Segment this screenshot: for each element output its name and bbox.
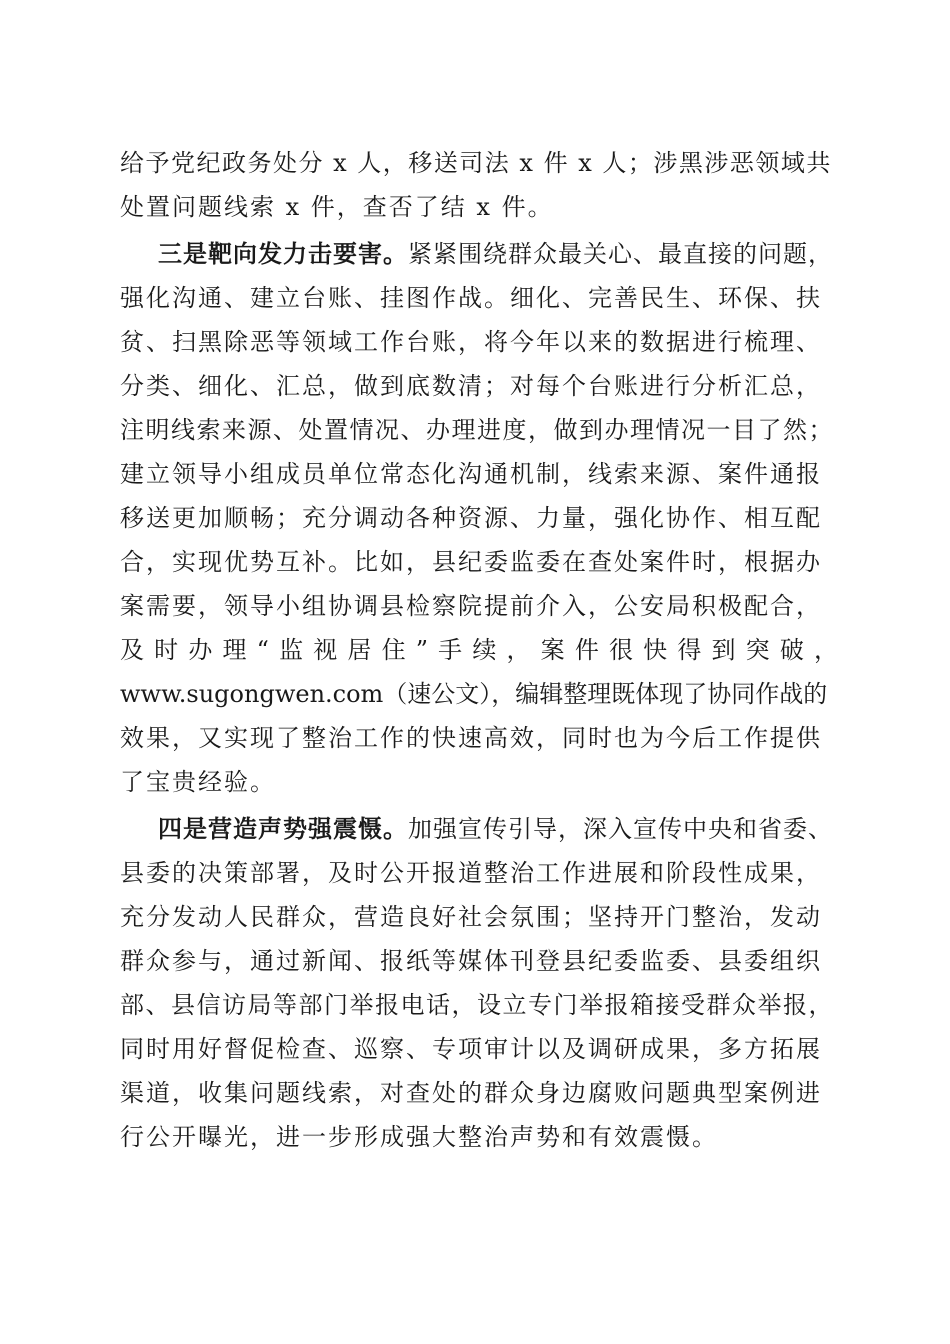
p3-line-4: 群众参与，通过新闻、报纸等媒体刊登县纪委监委、县委组织 [120, 947, 822, 975]
p3-line-6: 同时用好督促检查、巡察、专项审计以及调研成果，多方拓展 [120, 1035, 822, 1063]
p1-line-1: 给予党纪政务处分 x 人，移送司法 x 件 x 人；涉黑涉恶领域共 [120, 149, 832, 177]
p2-line-1 [158, 232, 840, 276]
p2-line-13: 了宝贵经验。 [120, 768, 276, 796]
p2-line-12: 效果，又实现了整治工作的快速高效，同时也为今后工作提供 [120, 724, 822, 752]
p2-line-8: 合，实现优势互补。比如，县纪委监委在查处案件时，根据办 [120, 548, 822, 576]
p3-line-1-text: 加强宣传引导，深入宣传中央和省委、 [408, 815, 833, 843]
p2-line-5: 注明线索来源、处置情况、办理进度，做到办理情况一目了然； [120, 416, 834, 444]
p2-line-2: 强化沟通、建立台账、挂图作战。细化、完善民生、环保、扶 [120, 284, 822, 312]
p2-line-11: www.sugongwen.com（速公文），编辑整理既体现了协同作战的 [120, 680, 828, 708]
p2-line-9: 案需要，领导小组协调县检察院提前介入，公安局积极配合， [120, 592, 822, 620]
p2-line-7: 移送更加顺畅；充分调动各种资源、力量，强化协作、相互配 [120, 504, 822, 532]
p1-line-2: 处置问题线索 x 件，查否了结 x 件。 [120, 193, 554, 221]
p3-line-1 [158, 807, 840, 851]
p2-line-4: 分类、细化、汇总，做到底数清；对每个台账进行分析汇总， [120, 372, 822, 400]
p2-line-10: 及时办理“监视居住”手续，案件很快得到突破， [120, 636, 840, 664]
p3-line-5: 部、县信访局等部门举报电话，设立专门举报箱接受群众举报， [120, 991, 834, 1019]
p3-line-7: 渠道，收集问题线索，对查处的群众身边腐败问题典型案例进 [120, 1079, 822, 1107]
p3-heading: 四是营造声势强震慑。 [158, 814, 408, 843]
p2-line-3: 贫、扫黑除恶等领域工作台账，将今年以来的数据进行梳理、 [120, 328, 822, 356]
p3-line-8: 行公开曝光，进一步形成强大整治声势和有效震慑。 [120, 1123, 718, 1151]
p2-line-6: 建立领导小组成员单位常态化沟通机制，线索来源、案件通报 [120, 460, 822, 488]
p3-line-2: 县委的决策部署，及时公开报道整治工作进展和阶段性成果， [120, 859, 822, 887]
p3-line-3: 充分发动人民群众，营造良好社会氛围；坚持开门整治，发动 [120, 903, 822, 931]
p2-heading: 三是靶向发力击要害。 [158, 239, 408, 268]
p2-line-1-text: 紧紧围绕群众最关心、最直接的问题， [408, 240, 833, 268]
